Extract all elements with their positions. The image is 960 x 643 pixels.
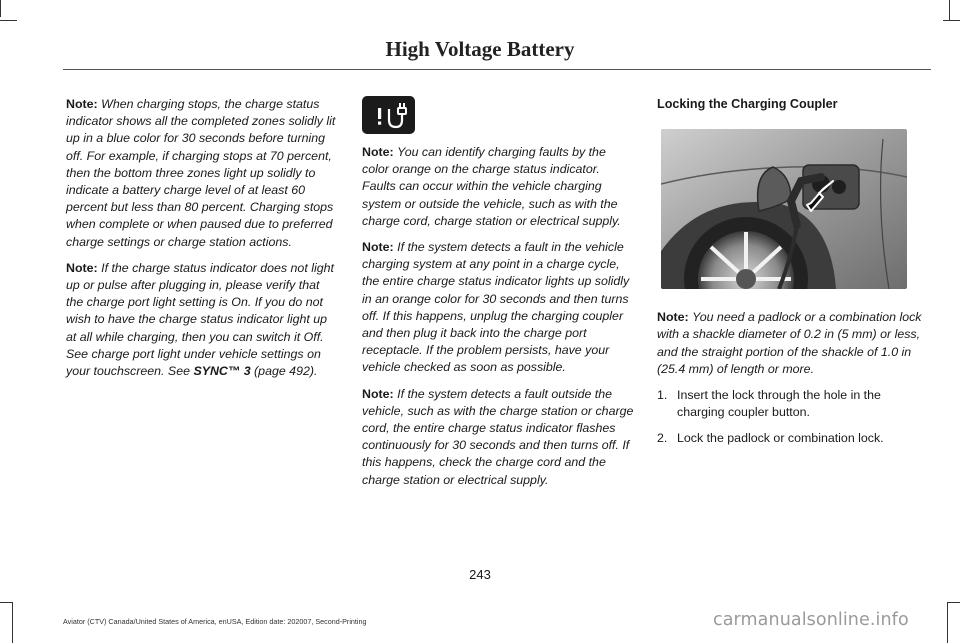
section-heading: Locking the Charging Coupler [657, 97, 838, 111]
crop-mark [0, 20, 17, 21]
crop-mark [0, 602, 13, 603]
note-fault-outside-vehicle: Note: If the system detects a fault outside the vehicle, such as with the charge station or charge cord, the entire charge status indicator flashes continuously for 30 seconds and then turns off. If this happens, check the charge cord and the charge station or electrical supply. [362, 386, 634, 487]
column-middle [362, 96, 634, 498]
list-item: 2. Lock the padlock or combination lock. [657, 431, 884, 446]
note-indicator-not-lit: Note: If the charge status indicator does not light up or pulse after plugging in, please verify that the charge port light setting is On. If you do not wish to have the charge status indicator light up at all while charging, then you can switch it Off. See charge port light under vehicle settings on your touchscreen. See SYNC™ 3 (page 492). [66, 260, 334, 379]
charging-fault-icon [362, 96, 415, 134]
watermark: carmanualsonline.info [713, 610, 909, 630]
list-item: 1. Insert the lock through the hole in the charging coupler button. [657, 388, 881, 420]
crop-mark [0, 0, 1, 17]
column-right [657, 96, 929, 457]
footer-edition-info: Aviator (CTV) Canada/United States of America, enUSA, Edition date: 202007, Second-Printing [63, 617, 367, 626]
sync3-link[interactable]: SYNC™ 3 [193, 364, 251, 379]
note-padlock-requirement: Note: You need a padlock or a combination lock with a shackle diameter of 0.2 in (5 mm) or less, and the straight portion of the shackle of 1.0 in (25.4 mm) of length or more. [657, 310, 922, 376]
column-left [66, 96, 338, 389]
crop-mark [947, 602, 948, 643]
page-title: High Voltage Battery [385, 37, 575, 61]
crop-mark [947, 602, 960, 603]
note-charging-stops: Note: When charging stops, the charge status indicator shows all the completed zones solidly lit up in a blue color for 30 seconds before turning off. For example, if charging stops at 70 percent, then the bottom three zones light up solidly to indicate a battery charge level of at least 60 percent but less than 80 percent. Charging stops when complete or when paused due to preferred charge settings or charge station actions. [66, 97, 336, 249]
page-reference[interactable]: (page 492). [254, 364, 318, 379]
lock-steps-list [657, 387, 929, 448]
note-identify-faults: Note: You can identify charging faults by the color orange on the charge status indicator. Faults can occur within the vehicle charging system or outside the vehicle, such as with the charge cord, charge station or electrical supply. [362, 145, 621, 228]
crop-mark [943, 20, 960, 21]
note-fault-in-vehicle: Note: If the system detects a fault in the vehicle charging system at any point in a charge cycle, the entire charge status indicator lights up solidly in an orange color for 30 seconds and then turns off. If this happens, unplug the charging coupler and then plug it back into the charge port receptacle. If the problem persists, have your vehicle checked as soon as possible. [362, 240, 630, 375]
title-divider [63, 69, 931, 70]
page-number: 243 [469, 567, 491, 582]
charging-coupler-illustration [661, 129, 907, 289]
crop-mark [949, 0, 950, 20]
crop-mark [12, 602, 13, 643]
